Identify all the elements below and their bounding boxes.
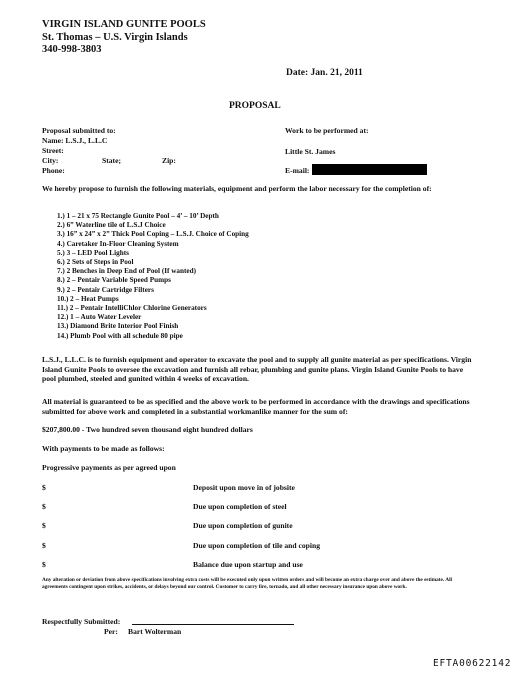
amount-line: $207,800.00 - Two hundred seven thousand eight hundred dollars (42, 425, 253, 434)
list-item: 1.) 1 – 21 x 75 Rectangle Gunite Pool – 4’ – 10’ Depth (57, 212, 219, 220)
list-item: 7.) 2 Benches in Deep End of Pool (If wanted) (57, 267, 196, 276)
payment-description: Deposit upon move in of jobsite (193, 483, 295, 492)
work-at-heading: Work to be performed at: (285, 126, 369, 135)
submitted-to-city: City: (42, 156, 59, 165)
list-item: 6.) 2 Sets of Steps in Pool (57, 258, 134, 267)
submitted-to-zip: Zip: (162, 156, 176, 165)
payment-dollar: $ (42, 502, 46, 511)
payment-dollar: $ (42, 560, 46, 569)
payment-dollar: $ (42, 541, 46, 550)
guarantee-paragraph: All material is guaranteed to be as specified and the above work to be performed in accordance with the drawings and specifications submitted for above work and completed in a substantial workmanlike manner for the sum of: (42, 397, 470, 416)
list-item: 10.) 2 – Heat Pumps (57, 294, 119, 303)
payment-description: Balance due upon startup and use (193, 560, 303, 569)
progressive-label: Progressive payments as per agreed upon (42, 463, 176, 472)
document-id: EFTA00622142 (433, 658, 512, 669)
list-item: 13.) Diamond Brite Interior Pool Finish (57, 322, 179, 331)
list-item: 14.) Plumb Pool with all schedule 80 pipe (57, 331, 183, 340)
list-item: 2.) 6” Waterline tile of L.S.J Choice (57, 221, 166, 230)
list-item: 8.) 2 – Pentair Variable Speed Pumps (57, 276, 171, 285)
submitted-to-phone: Phone: (42, 166, 65, 175)
submitted-to-street: Street: (42, 146, 64, 155)
work-at-location: Little St. James (285, 147, 336, 156)
signature-per: Per: (104, 627, 118, 636)
payment-dollar: $ (42, 521, 46, 530)
list-item: 9.) 2 – Pentair Cartridge Filters (57, 285, 154, 294)
payment-dollar: $ (42, 483, 46, 492)
signature-label: Respectfully Submitted: (42, 617, 121, 626)
list-item: 3.) 16” x 24” x 2” Thick Pool Coping – L.S.J. Choice of Coping (57, 230, 249, 239)
payment-description: Due upon completion of tile and coping (193, 541, 320, 550)
company-phone: 340-998-3803 (42, 44, 102, 55)
payment-description: Due upon completion of steel (193, 502, 287, 511)
list-item: 5.) 3 – LED Pool Lights (57, 248, 129, 257)
list-item: 4.) Caretaker In-Floor Cleaning System (57, 239, 179, 248)
intro-text: We hereby propose to furnish the following materials, equipment and perform the labor necessary for the completion of: (42, 184, 432, 193)
page-title: PROPOSAL (229, 101, 281, 111)
work-at-email: E-mail: (285, 166, 310, 175)
list-item: 12.) 1 – Auto Water Leveler (57, 313, 142, 322)
submitted-to-name: Name: L.S.J., L.L.C (42, 136, 108, 145)
signature-line (132, 624, 294, 625)
proposal-date: Date: Jan. 21, 2011 (286, 68, 363, 78)
company-name: VIRGIN ISLAND GUNITE POOLS (42, 19, 206, 30)
list-item: 11.) 2 – Pentair IntelliChlor Chlorine Generators (57, 304, 207, 313)
item-list (57, 212, 249, 341)
payments-label: With payments to be made as follows: (42, 444, 165, 453)
redaction-bar (312, 164, 427, 175)
company-location: St. Thomas – U.S. Virgin Islands (42, 32, 188, 43)
signer-name: Bart Wolterman (128, 627, 182, 636)
submitted-to-state: State; (102, 156, 121, 165)
scope-paragraph: L.S.J., L.L.C. is to furnish equipment and operator to excavate the pool and to supply all gunite material as per specifications. Virgin Island Gunite Pools to oversee the excavation and furnish all rebar, plumbing and gunite plans. Virgin Island Gunite Pools to have pool plumbed, steeled and gunited within 4 weeks of excavation. (42, 355, 472, 384)
submitted-to-heading: Proposal submitted to: (42, 126, 116, 135)
fine-print: Any alteration or deviation from above specifications involving extra costs will be executed only upon written orders and will become an extra charge over and above the estimate. All agreements contingent upon strikes, accidents, or delays beyond our control. Customer to carry fire, tornado, and all other necessary insurance upon above work. (42, 577, 453, 590)
payment-description: Due upon completion of gunite (193, 521, 293, 530)
